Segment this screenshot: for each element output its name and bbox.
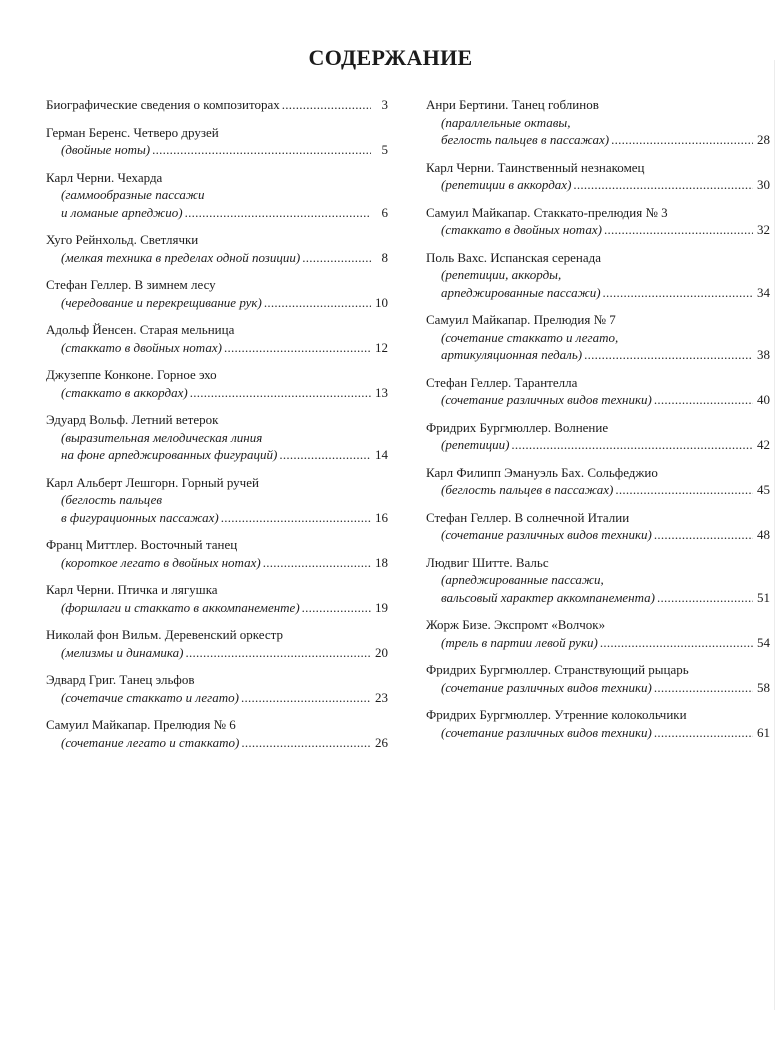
page-number: 26 <box>375 734 388 750</box>
dot-leader <box>657 589 753 607</box>
toc-entry <box>46 716 388 751</box>
page-number: 16 <box>375 509 388 525</box>
toc-entry <box>46 231 388 266</box>
toc-entry-text: беглость пальцев в пассажах) <box>441 132 610 147</box>
toc-entry-title <box>426 159 770 177</box>
dot-leader <box>584 346 753 364</box>
toc-entry <box>426 616 770 651</box>
toc-entry-text: (трель в партии левой руки) <box>441 634 598 650</box>
toc-entry-description <box>426 724 770 742</box>
toc-entry-description <box>426 114 770 132</box>
toc-entry-description <box>426 329 770 347</box>
toc-entry-title <box>426 311 770 329</box>
toc-entry-text: Жорж Бизе. Экспромт «Волчок» <box>426 617 606 632</box>
toc-entry-title <box>426 464 770 482</box>
toc-entry-description <box>46 734 388 752</box>
toc-entry-text: (короткое легато в двойных нотах) <box>61 554 261 570</box>
toc-entry-text: (беглость пальцев <box>61 492 163 507</box>
toc-entry <box>46 366 388 401</box>
toc-entry-description <box>46 509 388 527</box>
toc-entry-text: Эдуард Вольф. Летний ветерок <box>46 412 219 427</box>
toc-entry-text: Фридрих Бургмюллер. Утренние колокольчики <box>426 707 687 722</box>
page-number: 40 <box>757 392 770 407</box>
toc-entry-title <box>46 474 388 492</box>
toc-entry-title <box>46 321 388 339</box>
page-number: 51 <box>757 589 770 605</box>
dot-leader <box>611 131 753 149</box>
dot-leader <box>654 526 753 544</box>
dot-leader <box>573 176 753 194</box>
dot-leader <box>615 481 753 499</box>
toc-entry-title <box>46 536 388 554</box>
dot-leader <box>264 294 371 312</box>
toc-entry-description <box>426 571 770 589</box>
toc-entry-text: Джузеппе Конконе. Горное эхо <box>46 367 217 382</box>
toc-entry-text: артикуляционная педаль) <box>441 347 583 362</box>
toc-entry-text: Самуил Майкапар. Прелюдия № 6 <box>46 717 236 732</box>
toc-entry-description <box>46 554 388 572</box>
dot-leader <box>241 734 371 752</box>
toc-entry-text: (репетиции в аккордах) <box>441 177 572 192</box>
toc-entry-text: (беглость пальцев в пассажах) <box>441 482 614 497</box>
toc-entry-text: Стефан Геллер. В зимнем лесу <box>46 277 216 292</box>
toc-entry-text: вальсовый характер аккомпанемента) <box>441 589 655 605</box>
toc-entry <box>426 311 770 364</box>
toc-entry-description <box>426 131 770 149</box>
toc-entry-description <box>426 481 770 499</box>
toc-entry-title <box>426 509 770 527</box>
toc-entry-text: на фоне арпеджированных фигураций) <box>61 447 278 462</box>
dot-leader <box>654 391 753 409</box>
toc-entry-text: (арпеджированные пассажи, <box>441 572 604 587</box>
page-number: 12 <box>375 339 388 355</box>
toc-entry-description <box>46 204 388 222</box>
toc-column-right <box>426 96 770 751</box>
toc-entry-text: (стаккато в аккордах) <box>61 384 188 400</box>
page-edge-shadow <box>774 60 775 1010</box>
toc-entry-description <box>46 429 388 447</box>
toc-entry-description <box>426 589 770 607</box>
page-number: 61 <box>757 724 770 740</box>
toc-entry <box>426 374 770 409</box>
toc-entry-text: Стефан Геллер. Тарантелла <box>426 374 578 390</box>
toc-entry <box>46 536 388 571</box>
toc-entry-text: Николай фон Вильм. Деревенский оркестр <box>46 627 283 642</box>
toc-entry-description <box>426 346 770 364</box>
page-title: СОДЕРЖАНИЕ <box>308 44 473 70</box>
dot-leader <box>654 724 753 742</box>
toc-entry <box>46 321 388 356</box>
toc-entry <box>46 474 388 527</box>
toc-entry-text: (чередование и перекрещивание рук) <box>61 294 262 310</box>
page-number: 18 <box>375 554 388 570</box>
toc-entry <box>426 554 770 607</box>
page-number: 19 <box>375 599 388 615</box>
dot-leader <box>302 249 371 267</box>
toc-entry-text: (сочетание легато и стаккато) <box>61 734 240 750</box>
toc-entry-description <box>46 294 388 312</box>
toc-entry <box>426 661 770 696</box>
toc-entry-text: Карл Альберт Лешгорн. Горный ручей <box>46 474 259 490</box>
toc-entry-title <box>426 554 770 572</box>
toc-entry-title <box>426 419 770 437</box>
dot-leader <box>224 339 371 357</box>
toc-entry-text: (сочетачие стаккато и легато) <box>61 689 239 705</box>
toc-entry-text: (выразительная мелодическая линия <box>61 429 263 445</box>
dot-leader <box>241 689 371 707</box>
page-number: 13 <box>375 384 388 400</box>
toc-entry-text: (сочетание различных видов техники) <box>441 679 652 695</box>
toc-entry-description <box>426 436 770 454</box>
toc-entry-text: (сочетание различных видов техники) <box>441 392 652 407</box>
dot-leader <box>221 509 371 527</box>
toc-entry-description <box>46 446 388 464</box>
toc-entry-title <box>426 204 770 222</box>
toc-entry <box>426 464 770 499</box>
dot-leader <box>185 204 371 222</box>
toc-entry-text: (форшлаги и стаккато в аккомпанементе) <box>61 599 300 615</box>
toc-entry-description <box>46 186 388 204</box>
toc-entry-description <box>46 689 388 707</box>
toc-entry <box>46 169 388 222</box>
toc-entry-text: Франц Миттлер. Восточный танец <box>46 537 238 552</box>
toc-entry-description <box>426 526 770 544</box>
page-number: 23 <box>375 689 388 705</box>
page-number: 30 <box>757 177 770 192</box>
toc-entry-text: арпеджированные пассажи) <box>441 284 601 300</box>
toc-entry-text: Карл Черни. Таинственный незнакомец <box>426 159 645 175</box>
toc-entry <box>426 204 770 239</box>
dot-leader <box>186 644 372 662</box>
toc-entry-text: Адольф Йенсен. Старая мельница <box>46 322 235 337</box>
toc-entry-title <box>426 249 770 267</box>
toc-entry-text: (репетиции) <box>441 437 510 452</box>
toc-entry <box>46 124 388 159</box>
toc-entry-text: (сочетание стаккато и легато, <box>441 329 619 345</box>
toc-entry-text: Стефан Геллер. В солнечной Италии <box>426 509 630 525</box>
toc-entry-text: (стаккато в двойных нотах) <box>61 339 222 355</box>
toc-entry-title <box>46 169 388 187</box>
toc-entry-text: и ломаные арпеджио) <box>61 204 183 220</box>
toc-entry <box>426 419 770 454</box>
toc-entry-title <box>46 671 388 689</box>
dot-leader <box>263 554 371 572</box>
toc-entry-text: Биографические сведения о композиторах <box>46 97 280 112</box>
toc-entry-title <box>426 616 770 634</box>
toc-entry-text: Фридрих Бургмюллер. Волнение <box>426 419 609 435</box>
dot-leader <box>604 221 753 239</box>
toc-entry-text: (репетиции, аккорды, <box>441 267 562 282</box>
toc-entry-description <box>46 249 388 267</box>
toc-entry-title <box>46 124 388 142</box>
toc-entry-text: Людвиг Шитте. Вальс <box>426 554 549 570</box>
toc-column-left <box>46 96 388 761</box>
toc-entry-description <box>426 391 770 409</box>
toc-entry-text: (гаммообразные пассажи <box>61 187 205 202</box>
toc-entry-description <box>46 384 388 402</box>
toc-entry-title <box>46 231 388 249</box>
dot-leader <box>603 284 753 302</box>
dot-leader <box>600 634 753 652</box>
page-number: 8 <box>381 249 388 265</box>
page-number: 34 <box>757 284 770 300</box>
toc-entry <box>426 509 770 544</box>
toc-entry-title <box>426 374 770 392</box>
toc-entry-title <box>46 581 388 599</box>
toc-entry-text: Самуил Майкапар. Стаккато-прелюдия № 3 <box>426 204 668 220</box>
toc-entry <box>46 581 388 616</box>
toc-entry-description <box>426 176 770 194</box>
toc-entry <box>426 706 770 741</box>
toc-entry-title <box>426 661 770 679</box>
toc-entry-description <box>46 491 388 509</box>
toc-entry-text: в фигурационных пассажах) <box>61 509 219 525</box>
toc-entry-title <box>46 716 388 734</box>
dot-leader <box>302 599 371 617</box>
toc-entry-description <box>426 679 770 697</box>
toc-entry-text: (сочетание различных видов техники) <box>441 724 652 740</box>
toc-entry <box>426 249 770 302</box>
page-number: 5 <box>381 142 388 157</box>
toc-entry-title <box>46 626 388 644</box>
toc-entry-text: Карл Черни. Птичка и лягушка <box>46 582 218 597</box>
page-number: 58 <box>757 679 770 695</box>
toc-entry <box>46 671 388 706</box>
toc-entry-text: Самуил Майкапар. Прелюдия № 7 <box>426 312 616 327</box>
toc-entry-description <box>46 599 388 617</box>
toc-entry-text: Эдвард Григ. Танец эльфов <box>46 672 195 687</box>
page-number: 10 <box>375 294 388 310</box>
toc-entry-title <box>46 96 388 114</box>
toc-entry-text: Фридрих Бургмюллер. Странствующий рыцарь <box>426 662 689 677</box>
toc-entry <box>46 276 388 311</box>
toc-entry <box>46 626 388 661</box>
page-number: 42 <box>757 437 770 452</box>
toc-entry-text: (двойные ноты) <box>61 142 151 157</box>
dot-leader <box>511 436 753 454</box>
toc-entry-title <box>426 706 770 724</box>
toc-entry-text: (параллельные октавы, <box>441 114 571 130</box>
dot-leader <box>152 141 371 159</box>
toc-entry-description <box>426 266 770 284</box>
page-number: 6 <box>381 204 388 220</box>
page-number: 32 <box>757 222 770 237</box>
toc-entry-title <box>426 96 770 114</box>
dot-leader <box>190 384 371 402</box>
toc-entry-text: Поль Вахс. Испанская серенада <box>426 249 602 265</box>
toc-entry <box>46 411 388 464</box>
toc-entry <box>426 96 770 149</box>
page-number: 3 <box>381 97 388 112</box>
toc-entry-title <box>46 276 388 294</box>
toc-entry-text: Карл Филипп Эмануэль Бах. Сольфеджио <box>426 464 658 480</box>
toc-entry-description <box>426 634 770 652</box>
toc-entry-title <box>46 366 388 384</box>
toc-entry-description <box>46 339 388 357</box>
toc-entry-text: (мелкая техника в пределах одной позиции) <box>61 249 301 265</box>
page-number: 45 <box>757 482 770 497</box>
toc-entry-title <box>46 411 388 429</box>
toc-entry-description <box>426 284 770 302</box>
toc-entry-text: Герман Беренс. Четверо друзей <box>46 124 219 140</box>
toc-entry-text: Карл Черни. Чехарда <box>46 169 163 185</box>
toc-entry <box>426 159 770 194</box>
toc-entry-text: Хуго Рейнхольд. Светлячки <box>46 232 199 247</box>
page-number: 48 <box>757 527 770 542</box>
page-number: 28 <box>757 132 770 147</box>
toc-entry-description <box>46 644 388 662</box>
dot-leader <box>279 446 371 464</box>
toc-entry-text: (мелизмы и динамика) <box>61 644 184 660</box>
page-number: 38 <box>757 347 770 362</box>
toc-entry-text: Анри Бертини. Танец гоблинов <box>426 97 599 112</box>
toc-entry-description <box>426 221 770 239</box>
page-number: 54 <box>757 634 770 650</box>
toc-entry <box>46 96 388 114</box>
toc-entry-description <box>46 141 388 159</box>
page-number: 14 <box>375 447 388 462</box>
page-number: 20 <box>375 644 388 660</box>
toc-entry-text: (сочетание различных видов техники) <box>441 527 652 542</box>
dot-leader <box>282 96 371 114</box>
toc-entry-text: (стаккато в двойных нотах) <box>441 222 602 237</box>
dot-leader <box>654 679 753 697</box>
